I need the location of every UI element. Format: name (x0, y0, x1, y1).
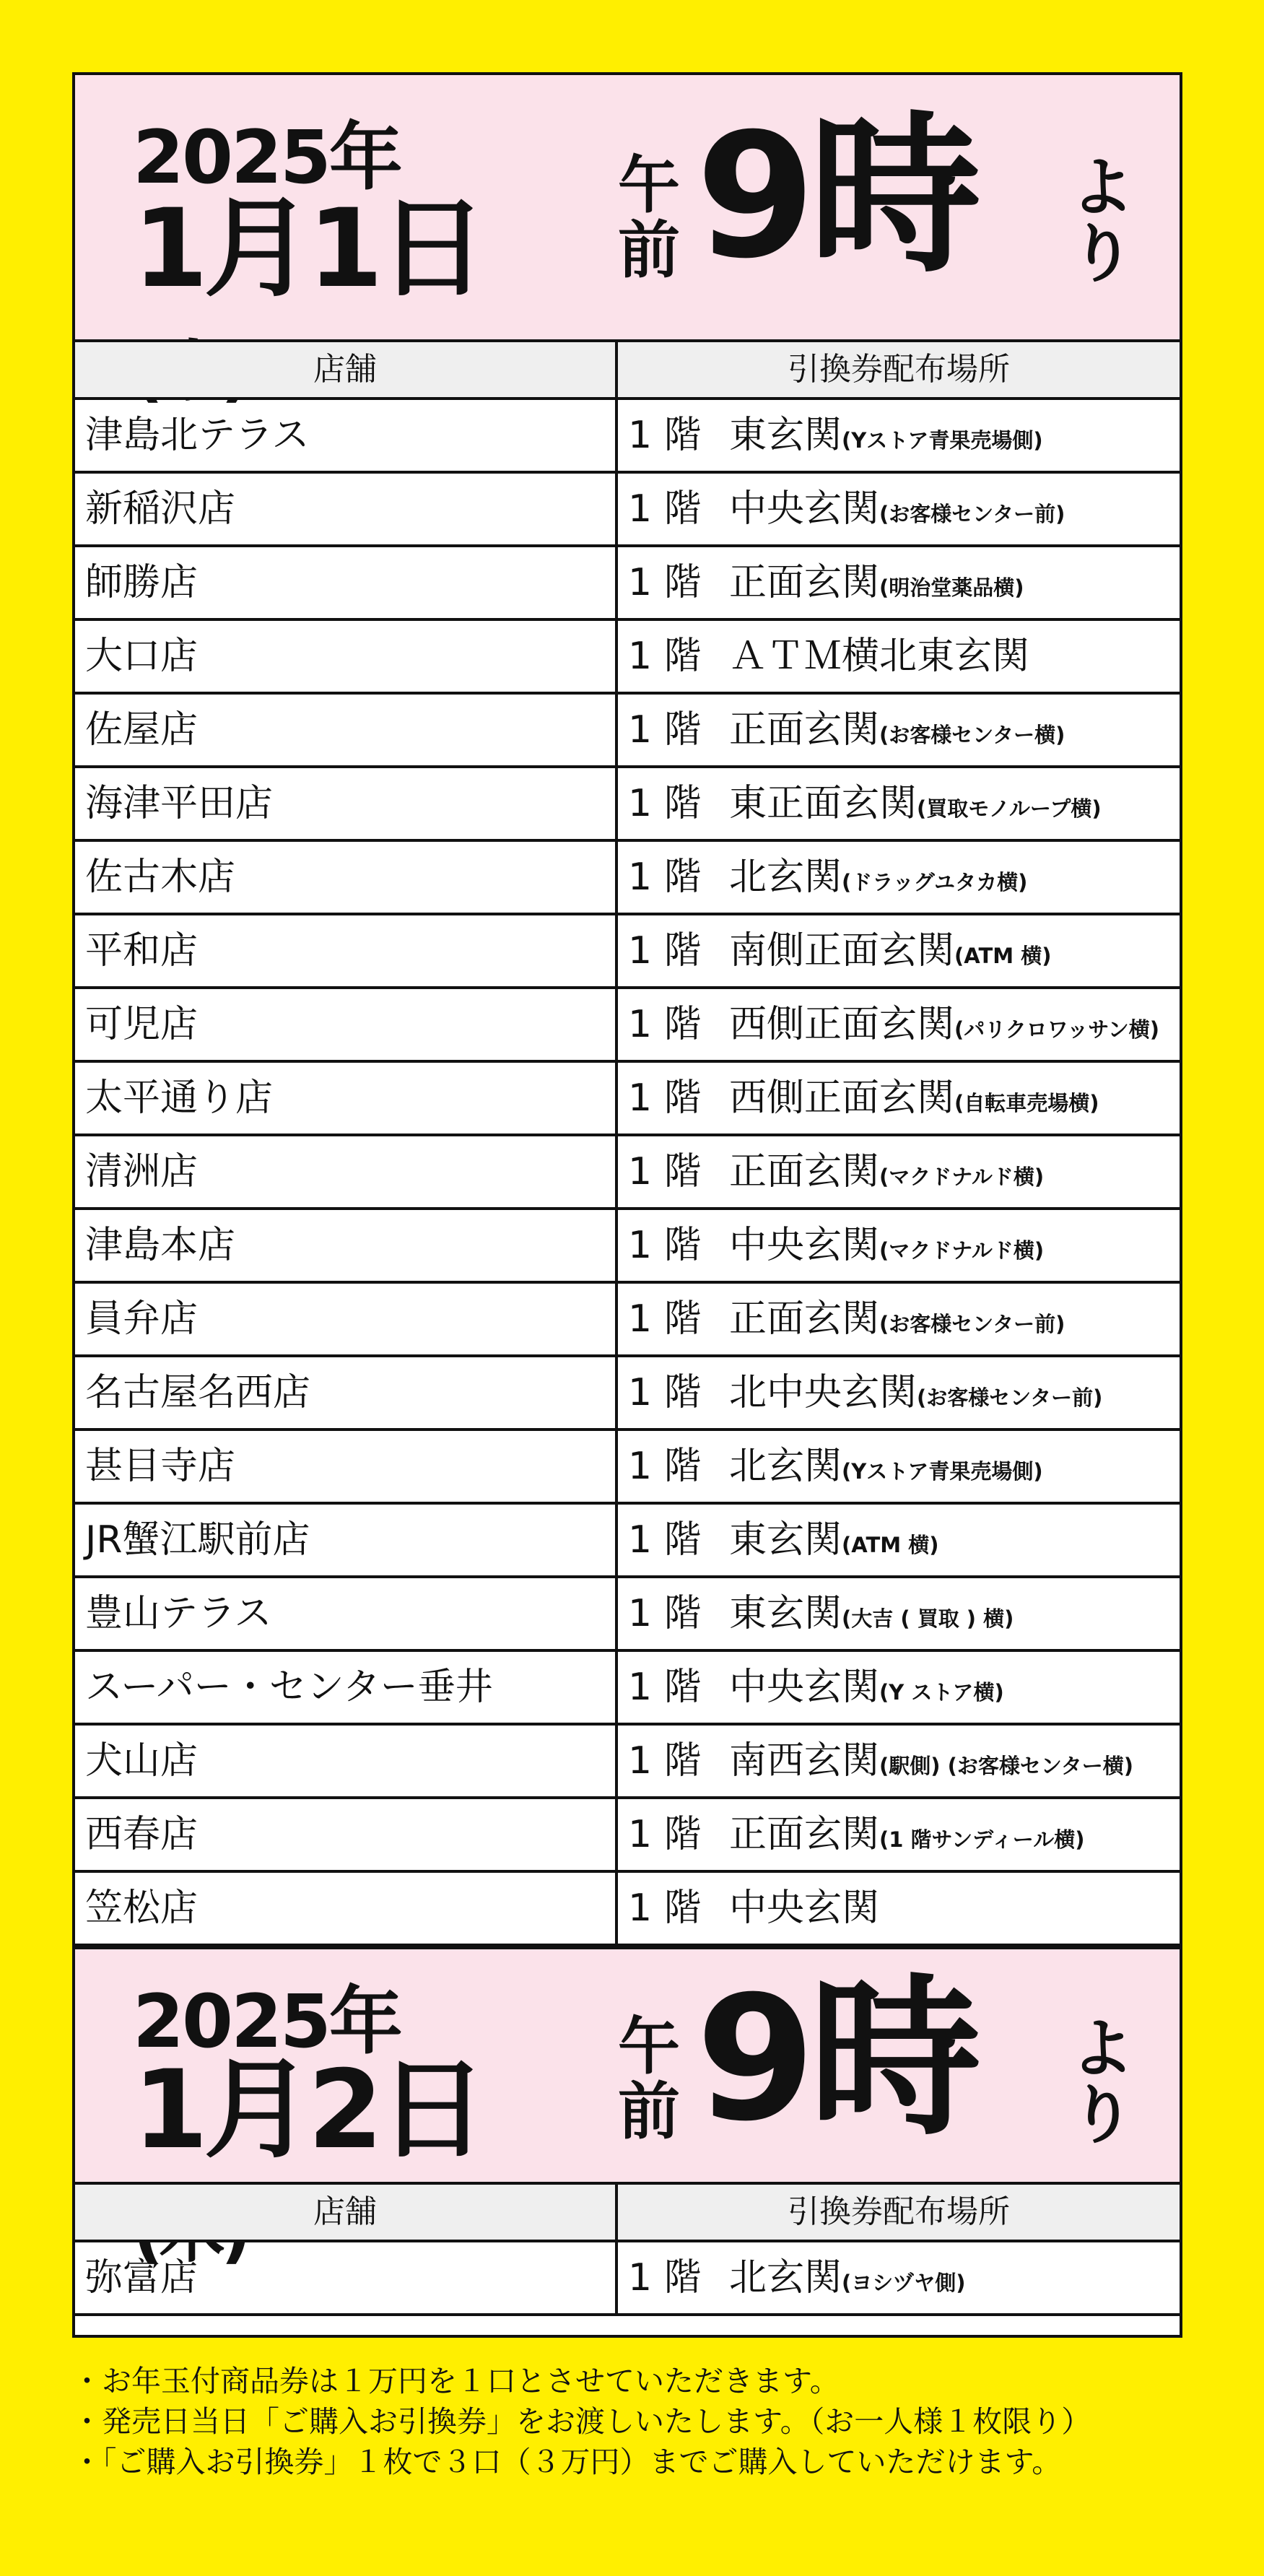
day1-yori: より (1070, 150, 1134, 292)
distribution-place (618, 1210, 1180, 1281)
floor-label: 1 階 (628, 1076, 702, 1120)
entrance-note: (お客様センター前) (917, 1385, 1103, 1410)
distribution-place (618, 400, 1180, 471)
entrance-note: (お客様センター横) (879, 723, 1065, 747)
table-row (75, 400, 1180, 474)
table-row (75, 1063, 1180, 1136)
distribution-place (618, 474, 1180, 544)
entrance-note: (1 階サンディール横) (879, 1827, 1085, 1852)
floor-label: 1 階 (628, 1887, 702, 1930)
floor-label: 1 階 (628, 1150, 702, 1193)
day2-table-header (75, 2185, 1180, 2242)
entrance-note: (ATM 横) (954, 944, 1052, 968)
floor-label: 1 階 (628, 561, 702, 604)
distribution-place (618, 989, 1180, 1060)
store-name: JR蟹江駅前店 (75, 1505, 618, 1575)
table-row (75, 621, 1180, 695)
distribution-place (618, 1652, 1180, 1723)
schedule-table (72, 72, 1182, 2338)
distribution-place (618, 1505, 1180, 1575)
entrance-note: (駅側) (お客様センター横) (879, 1754, 1133, 1778)
floor-label: 1 階 (628, 414, 702, 457)
entrance-label: 中央玄関 (729, 1224, 880, 1267)
store-name: 津島本店 (75, 1210, 618, 1281)
floor-label: 1 階 (628, 1297, 702, 1341)
distribution-place (618, 621, 1180, 692)
day2-yori: より (1070, 2011, 1134, 2153)
entrance-note: (買取モノループ横) (917, 796, 1102, 821)
distribution-place (618, 547, 1180, 618)
entrance-note: (お客様センター前) (879, 502, 1065, 526)
day1-hour: 9時 (696, 97, 976, 297)
day2-hour: 9時 (696, 1959, 976, 2159)
store-name: 甚目寺店 (75, 1431, 618, 1502)
table-row (75, 1210, 1180, 1284)
entrance-label: 南西玄関 (729, 1739, 880, 1783)
floor-label: 1 階 (628, 856, 702, 899)
floor-label: 1 階 (628, 487, 702, 531)
table-row (75, 1431, 1180, 1505)
day1-ampm: 午前 (618, 149, 680, 287)
entrance-note: (ヨシヅヤ側) (842, 2271, 966, 2295)
floor-label: 1 階 (628, 1445, 702, 1488)
table-row (75, 474, 1180, 547)
entrance-note: (Yストア青果売場側) (842, 428, 1043, 453)
table-row (75, 2242, 1180, 2316)
store-name: 西春店 (75, 1799, 618, 1870)
header-place: 引換券配布場所 (788, 351, 1010, 388)
entrance-label: 北玄関 (729, 2256, 842, 2299)
entrance-label: 西側正面玄関 (729, 1076, 955, 1120)
entrance-label: 正面玄関 (729, 561, 880, 604)
day2-ampm: 午前 (618, 2011, 680, 2149)
footer-note: ・発売日当日「ご購入お引換券」をお渡しいたします。（お一人様１枚限り） (72, 2404, 1091, 2439)
table-row (75, 1726, 1180, 1799)
entrance-label: 東玄関 (729, 1518, 842, 1562)
entrance-label: 東玄関 (729, 1592, 842, 1635)
distribution-place (618, 1873, 1180, 1944)
distribution-place (618, 1726, 1180, 1796)
footer-note: ・お年玉付商品券は１万円を１口とさせていただきます。 (72, 2364, 840, 2398)
entrance-label: 北玄関 (729, 856, 842, 899)
entrance-label: 北玄関 (729, 1445, 842, 1488)
store-name: 太平通り店 (75, 1063, 618, 1133)
table-row (75, 1799, 1180, 1873)
floor-label: 1 階 (628, 1371, 702, 1414)
day1-banner (75, 75, 1180, 342)
entrance-note: (マクドナルド横) (879, 1238, 1045, 1263)
day2-date (133, 1949, 523, 2182)
distribution-place (618, 1136, 1180, 1207)
entrance-note: (パリクロワッサン横) (954, 1017, 1160, 1042)
entrance-note: (ドラッグユタカ横) (842, 870, 1028, 895)
store-name: 平和店 (75, 915, 618, 986)
store-name: 佐屋店 (75, 695, 618, 765)
store-name: 弥富店 (75, 2242, 618, 2313)
store-name: 新稲沢店 (75, 474, 618, 544)
table-row (75, 1284, 1180, 1357)
floor-label: 1 階 (628, 708, 702, 752)
distribution-place (618, 1284, 1180, 1354)
entrance-label: 東正面玄関 (729, 782, 918, 825)
entrance-label: 正面玄関 (729, 1813, 880, 1856)
entrance-note: (ATM 横) (842, 1533, 939, 1557)
floor-label: 1 階 (628, 1739, 702, 1783)
store-name: 犬山店 (75, 1726, 618, 1796)
distribution-place (618, 695, 1180, 765)
floor-label: 1 階 (628, 782, 702, 825)
entrance-label: 北中央玄関 (729, 1371, 918, 1414)
floor-label: 1 階 (628, 1518, 702, 1562)
floor-label: 1 階 (628, 2256, 702, 2299)
entrance-note: (大吉 ( 買取 ) 横) (842, 1606, 1014, 1631)
table-row (75, 695, 1180, 768)
entrance-label: 西側正面玄関 (729, 1003, 955, 1046)
distribution-place (618, 1431, 1180, 1502)
footer-notes (72, 2361, 1198, 2482)
distribution-place (618, 768, 1180, 839)
table-row (75, 1505, 1180, 1578)
table-row (75, 1357, 1180, 1431)
floor-label: 1 階 (628, 929, 702, 972)
table-row (75, 1578, 1180, 1652)
distribution-place (618, 1799, 1180, 1870)
day1-year: 2025年 (133, 115, 401, 201)
entrance-label: 東玄関 (729, 414, 842, 457)
entrance-note: (明治堂薬品横) (879, 575, 1024, 600)
distribution-place (618, 1578, 1180, 1649)
table-row (75, 1873, 1180, 1946)
distribution-place (618, 1063, 1180, 1133)
day2-date-number: 1月2日 (133, 2048, 483, 2173)
floor-label: 1 階 (628, 1224, 702, 1267)
store-name: スーパー・センター垂井 (75, 1652, 618, 1723)
store-name: 可児店 (75, 989, 618, 1060)
day2-banner (75, 1946, 1180, 2185)
floor-label: 1 階 (628, 1592, 702, 1635)
entrance-label: 正面玄関 (729, 1150, 880, 1193)
floor-label: 1 階 (628, 1813, 702, 1856)
day1-date-number: 1月1日 (133, 186, 483, 312)
store-name: 海津平田店 (75, 768, 618, 839)
store-name: 笠松店 (75, 1873, 618, 1944)
store-name: 清洲店 (75, 1136, 618, 1207)
store-name: 大口店 (75, 621, 618, 692)
store-name: 津島北テラス (75, 400, 618, 471)
day2-year: 2025年 (133, 1979, 401, 2065)
header-store: 店舗 (75, 342, 618, 397)
entrance-label: 正面玄関 (729, 708, 880, 752)
table-row (75, 989, 1180, 1063)
entrance-label: 正面玄関 (729, 1297, 880, 1341)
day1-table-header (75, 342, 1180, 400)
entrance-note: (自転車売場横) (954, 1091, 1099, 1115)
entrance-note: (Y ストア横) (879, 1680, 1004, 1705)
store-name: 師勝店 (75, 547, 618, 618)
table-row (75, 842, 1180, 915)
store-name: 豊山テラス (75, 1578, 618, 1649)
entrance-note: (Yストア青果売場側) (842, 1459, 1043, 1484)
entrance-label: ＡＴＭ横北東玄関 (729, 635, 1030, 678)
floor-label: 1 階 (628, 1003, 702, 1046)
store-name: 佐古木店 (75, 842, 618, 913)
store-name: 名古屋名西店 (75, 1357, 618, 1428)
footer-note: ・「ご購入お引換券」１枚で３口（３万円）までご購入していただけます。 (72, 2445, 1062, 2479)
day1-date (133, 75, 523, 339)
distribution-place (618, 842, 1180, 913)
distribution-place (618, 915, 1180, 986)
table-row (75, 1136, 1180, 1210)
header-store: 店舗 (75, 2185, 618, 2240)
entrance-note: (マクドナルド横) (879, 1165, 1045, 1189)
entrance-label: 中央玄関 (729, 1666, 880, 1709)
table-row (75, 915, 1180, 989)
table-row (75, 1652, 1180, 1726)
table-row (75, 547, 1180, 621)
entrance-note: (お客様センター前) (879, 1312, 1065, 1336)
header-place: 引換券配布場所 (788, 2193, 1010, 2230)
floor-label: 1 階 (628, 1666, 702, 1709)
floor-label: 1 階 (628, 635, 702, 678)
store-name: 員弁店 (75, 1284, 618, 1354)
distribution-place (618, 2242, 1180, 2313)
distribution-place (618, 1357, 1180, 1428)
entrance-label: 中央玄関 (729, 1887, 880, 1930)
entrance-label: 中央玄関 (729, 487, 880, 531)
entrance-label: 南側正面玄関 (729, 929, 955, 972)
table-row (75, 768, 1180, 842)
